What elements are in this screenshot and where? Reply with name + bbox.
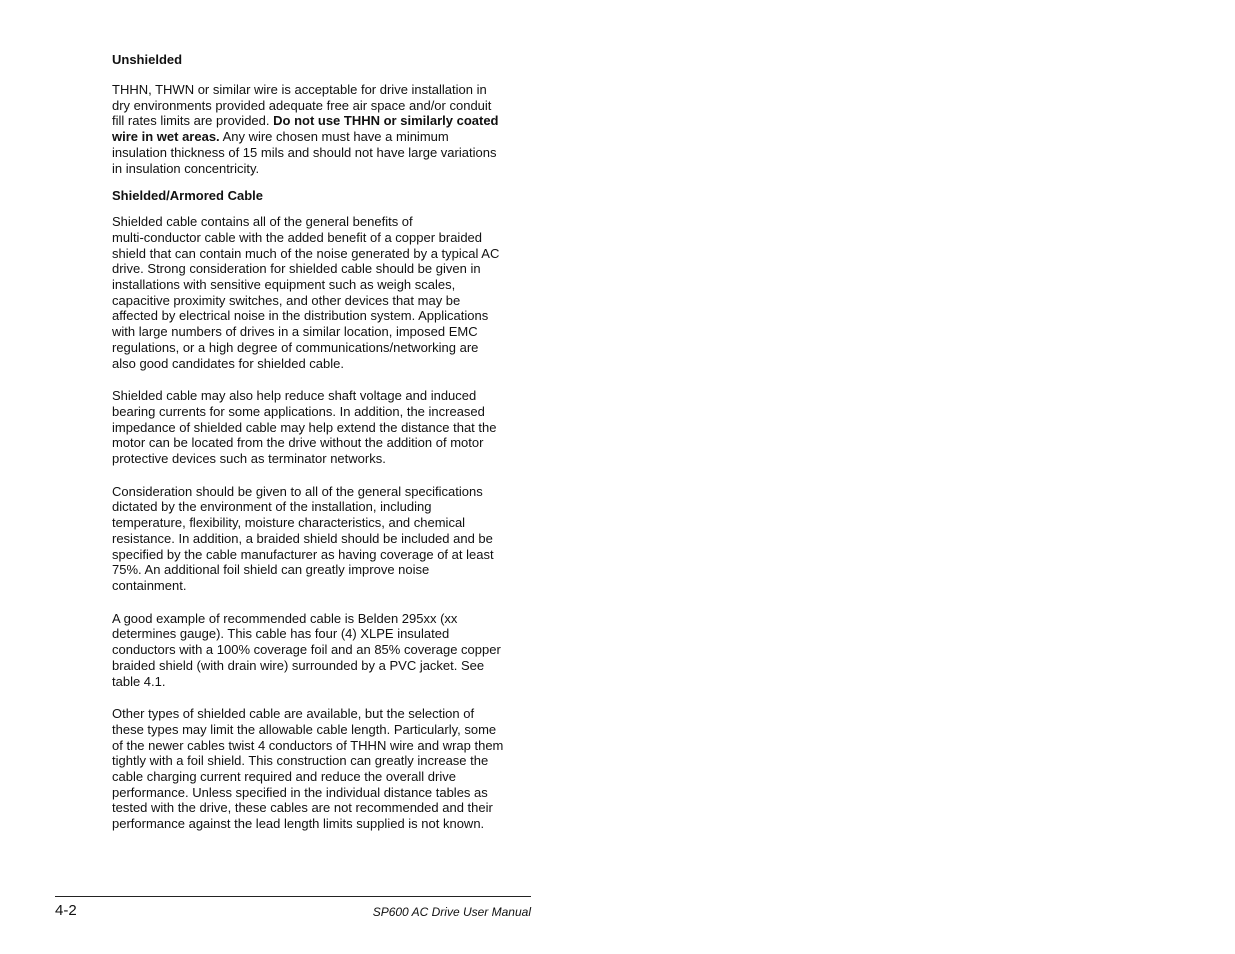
paragraph-other-types: Other types of shielded cable are available, but the selection of these types may limit the allowable cable length. Particularly, some of the newer cables twist 4 conductors of THHN wire and wrap them tightly with a foil shield. This construction can greatly increase the cable charging current required and reduce the overall drive performance. Unless specified in the individual distance tables as tested with the drive, these cables are not recommended and their performance against the lead length limits supplied is not known.	[112, 706, 504, 832]
section-heading-unshielded: Unshielded	[112, 52, 183, 67]
page-number: 4-2	[55, 902, 77, 919]
paragraph-belden-example: A good example of recommended cable is Belden 295xx (xx determines gauge). This cable has four (4) XLPE insulated conductors with a 100% coverage foil and an 85% coverage copper braided shield (with drain wire) surrounded by a PVC jacket. See table 4.1.	[112, 610, 501, 689]
section-heading-shielded: Shielded/Armored Cable	[112, 188, 263, 204]
manual-title: SP600 AC Drive User Manual	[372, 905, 531, 919]
paragraph-shaft-voltage: Shielded cable may also help reduce shaft voltage and induced bearing currents for some applications. In addition, the increased impedance of shielded cable may help extend the distance that the motor can be located from the drive without the addition of motor protective devices such as terminator networks.	[112, 388, 497, 467]
warning-bold-text: Do not use THHN or similarly coated wire in wet areas.	[112, 113, 499, 145]
paragraph-shielded-benefits: Shielded cable contains all of the general benefits of multi-conductor cable with the added benefit of a copper braided shield that can contain much of the noise generated by a typical AC drive. Strong consideration for shielded cable should be given in installations with sensitive equipment such as weigh scales, capacitive proximity switches, and other devices that may be affected by electrical noise in the distribution system. Applications with large numbers of drives in a similar location, imposed EMC regulations, or a high degree of communications/networking are also good candidates for shielded cable.	[112, 214, 500, 371]
paragraph-unshielded	[112, 82, 532, 176]
page-content	[112, 52, 532, 832]
paragraph-text-end: Any wire chosen must have a minimum insulation thickness of 15 mils and should not have large variations in insulation concentricity.	[112, 129, 497, 176]
paragraph-specifications: Consideration should be given to all of the general specifications dictated by the environment of the installation, including temperature, flexibility, moisture characteristics, and chemical resistance. In addition, a braided shield should be included and be specified by the cable manufacturer as having coverage of at least 75%. An additional foil shield can greatly improve noise containment.	[112, 483, 494, 593]
footer-divider	[55, 896, 531, 897]
paragraph-text-start: THHN, THWN or similar wire is acceptable for drive installation in dry environments provided adequate free air space and/or conduit fill rates limits are provided.	[112, 82, 492, 129]
